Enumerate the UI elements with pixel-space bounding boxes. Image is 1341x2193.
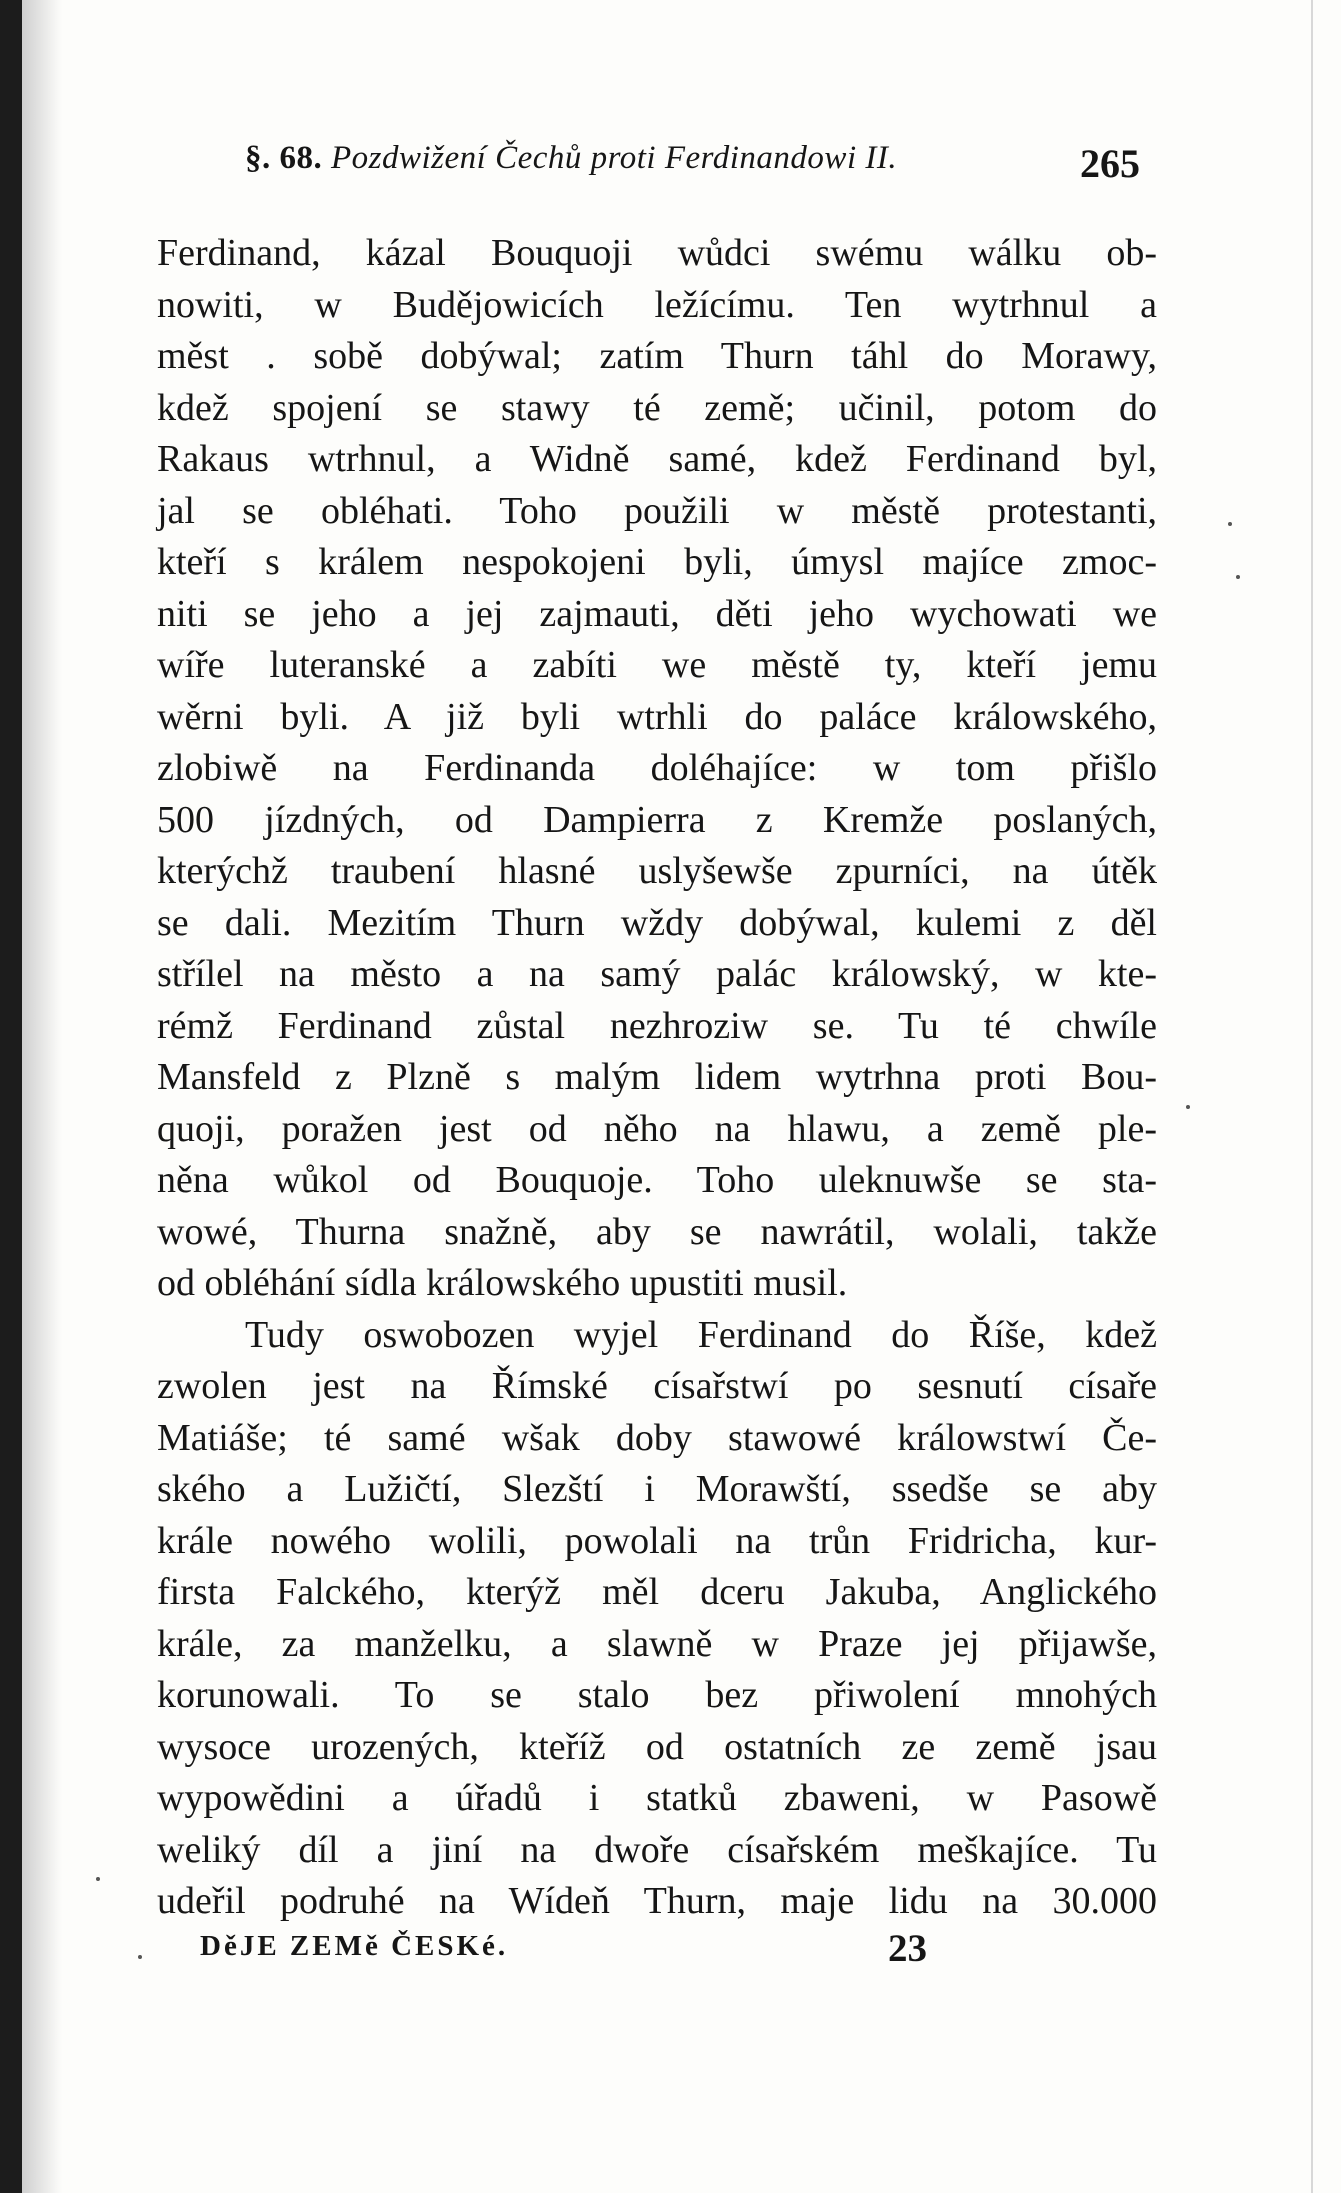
binding-edge	[0, 0, 22, 2193]
text-line: Ferdinand, kázal Bouquoji wůdci swému wálku ob-	[157, 232, 1157, 274]
page-edge	[1311, 0, 1313, 2193]
text-line: se dali. Mezitím Thurn wždy dobýwal, kulemi z děl	[157, 901, 1157, 944]
text-line: niti se jeho a jej zajmauti, děti jeho wychowati we	[157, 592, 1157, 635]
text-line: zlobiwě na Ferdinanda doléhajíce: w tom přišlo	[157, 747, 1157, 789]
text-line: zwolen jest na Římské císařstwí po sesnutí císaře	[157, 1365, 1157, 1407]
text-line: střílel na město a na samý palác králowský, w kte-	[157, 953, 1157, 995]
text-line: kdež spojení se stawy té země; učinil, potom do	[157, 386, 1157, 429]
text-line: krále, za manželku, a slawně w Praze jej přijawše,	[157, 1622, 1157, 1665]
paper-speck	[1228, 522, 1232, 526]
text-line: weliký díl a jiní na dwoře císařském meškajíce. Tu	[157, 1828, 1157, 1871]
paragraph-start-line: Tudy oswobozen wyjel Ferdinand do Říše, kdež	[245, 1313, 1157, 1356]
paper-speck	[96, 1877, 100, 1881]
paper-speck	[138, 1955, 142, 1959]
text-line: wysoce urozených, kteříž od ostatních ze země jsau	[157, 1725, 1157, 1768]
page-footer	[0, 1927, 1341, 1975]
text-line: Mansfeld z Plzně s malým lidem wytrhna proti Bou-	[157, 1056, 1157, 1098]
text-line: quoji, poražen jest od něho na hlawu, a země ple-	[157, 1107, 1157, 1150]
text-line: wíře luteranské a zabíti we městě ty, kteří jemu	[157, 644, 1157, 686]
text-line: Matiáše; té samé wšak doby stawowé králowstwí Če-	[157, 1416, 1157, 1459]
binding-shadow	[22, 0, 62, 2193]
body-text	[157, 228, 1157, 1928]
text-line: kteří s králem nespokojeni byli, úmysl majíce zmoc-	[157, 541, 1157, 583]
text-line: wěrni byli. A již byli wtrhli do paláce králowského,	[157, 695, 1157, 738]
text-line: krále nowého wolili, powolali na trůn Fridricha, kur-	[157, 1519, 1157, 1562]
printer-signature: DěJE ZEMě ČESKé.	[200, 1930, 509, 1962]
text-line: rémž Ferdinand zůstal nezhroziw se. Tu té chwíle	[157, 1004, 1157, 1047]
section-number: §. 68.	[245, 140, 323, 176]
sheet-number: 23	[888, 1927, 927, 1970]
text-line: ského a Lužičtí, Slezští i Morawští, ssedše se aby	[157, 1468, 1157, 1510]
text-line: 500 jízdných, od Dampierra z Kremže poslaných,	[157, 798, 1157, 841]
text-line: něna wůkol od Bouquoje. Toho uleknuwše se sta-	[157, 1159, 1157, 1201]
chapter-title: Pozdwižení Čechů proti Ferdinandowi II.	[331, 140, 898, 176]
text-line: od obléhání sídla králowského upustiti musil.	[157, 1262, 848, 1304]
text-line: wowé, Thurna snažně, aby se nawrátil, wolali, takže	[157, 1210, 1157, 1253]
text-line: nowiti, w Budějowicích ležícímu. Ten wytrhnul a	[157, 283, 1157, 326]
paper-speck	[1236, 575, 1240, 579]
page-number: 265	[1080, 141, 1140, 186]
running-title	[245, 140, 897, 177]
text-line: wypowědini a úřadů i statků zbaweni, w Pasowě	[157, 1777, 1157, 1819]
text-line: udeřil podruhé na Wídeň Thurn, maje lidu na 30.000	[157, 1880, 1157, 1922]
text-line: Rakaus wtrhnul, a Widně samé, kdež Ferdinand byl,	[157, 438, 1157, 480]
text-line: firsta Falckého, kterýž měl dceru Jakuba, Anglického	[157, 1571, 1157, 1613]
paper-speck	[1186, 1105, 1190, 1109]
text-line: měst . sobě dobýwal; zatím Thurn táhl do Morawy,	[157, 335, 1157, 377]
text-line: jal se obléhati. Toho použili w městě protestanti,	[157, 489, 1157, 532]
running-header	[0, 140, 1341, 190]
text-line: kterýchž traubení hlasné uslyšewše zpurníci, na útěk	[157, 850, 1157, 892]
text-line: korunowali. To se stalo bez přiwolení mnohých	[157, 1674, 1157, 1716]
